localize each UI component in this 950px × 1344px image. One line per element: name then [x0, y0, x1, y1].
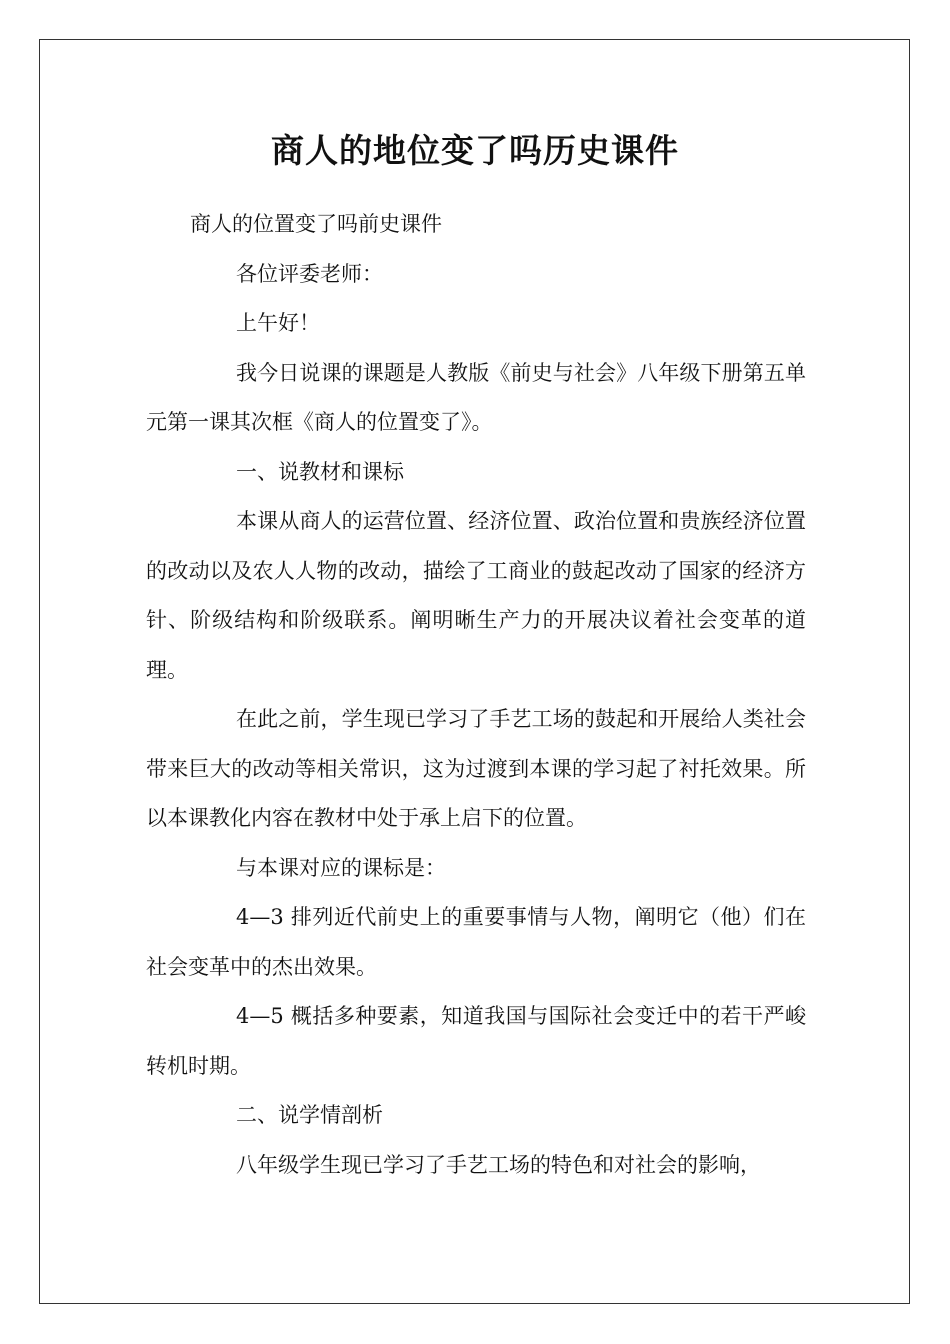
standard-item: 4—3 排列近代前史上的重要事情与人物，阐明它（他）们在社会变革中的杰出效果。: [146, 905, 806, 979]
topic-paragraph: 我今日说课的课题是人教版《前史与社会》八年级下册第五单元第一课其次框《商人的位置变了》。: [146, 360, 806, 434]
subtitle-paragraph: 商人的位置变了吗前史课件: [190, 212, 442, 236]
section-heading: 二、说学情剖析: [236, 1103, 383, 1127]
standard-item: 4—5 概括多种要素，知道我国与国际社会变迁中的若干严峻转机时期。: [146, 1004, 806, 1078]
body-paragraph: 本课从商人的运营位置、经济位置、政治位置和贵族经济位置的改动以及农人人物的改动，描绘了工商业的鼓起改动了国家的经济方针、阶级结构和阶级联系。阐明晰生产力的开展决议着社会变革的道理。: [146, 509, 806, 682]
greeting-paragraph: 各位评委老师：: [236, 261, 383, 286]
body-paragraph: 八年级学生现已学习了手艺工场的特色和对社会的影响，: [236, 1152, 761, 1177]
body-paragraph: 与本课对应的课标是：: [236, 855, 446, 880]
body-paragraph: 在此之前，学生现已学习了手艺工场的鼓起和开展给人类社会带来巨大的改动等相关常识，这为过渡到本课的学习起了衬托效果。所以本课教化内容在教材中处于承上启下的位置。: [146, 707, 806, 830]
salutation-paragraph: 上午好！: [236, 311, 320, 335]
section-heading: 一、说教材和课标: [236, 459, 404, 484]
document-title: 商人的地位变了吗历史课件: [271, 131, 679, 170]
document-body: [146, 200, 806, 1190]
